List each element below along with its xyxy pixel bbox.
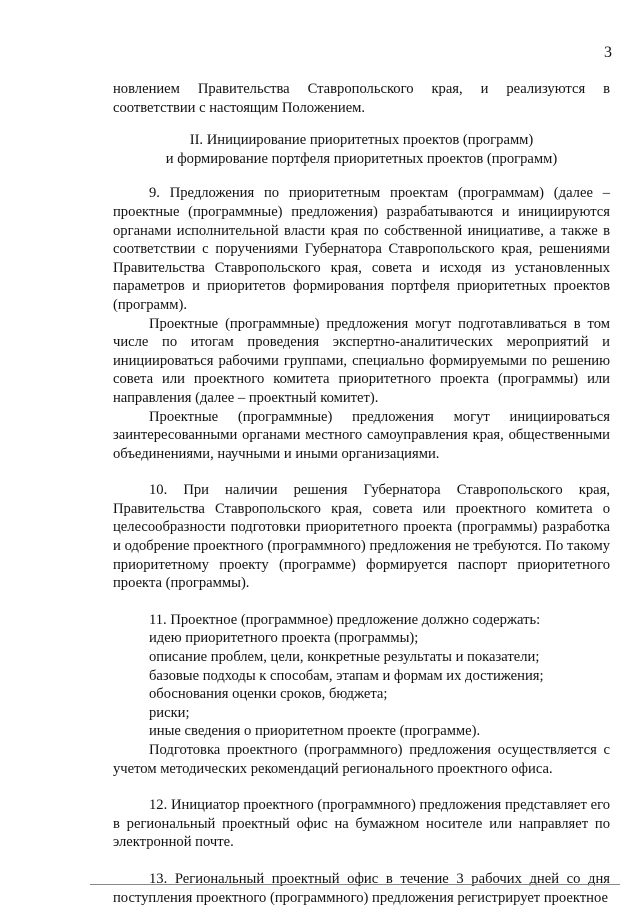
document-body	[113, 80, 610, 907]
section-heading-line2: и формирование портфеля приоритетных проектов (программ)	[165, 150, 558, 167]
section-heading	[113, 131, 610, 168]
intro-continuation: новлением Правительства Ставропольского края, и реализуются в соответствии с настоящим Положением.	[113, 81, 610, 116]
paragraph-11-intro: 11. Проектное (программное) предложение должно содержать:	[149, 611, 541, 628]
paragraph-10: 10. При наличии решения Губернатора Ставропольского края, Правительства Ставропольского края, совета или проектного комитета о целесообразности подготовки приоритетного проекта (программы) разработка и одобрение проектного (программного) предложения не требуются. По такому приоритетному проекту (программе) формируется паспорт приоритетного проекта (программы).	[113, 482, 610, 592]
paragraph-12: 12. Инициатор проектного (программного) предложения представляет его в региональный проектный офис на бумажном носителе или направляет по электронной почте.	[113, 797, 610, 851]
paragraph-9b: Проектные (программные) предложения могут подготавливаться в том числе по итогам проведения экспертно-аналитических мероприятий и инициироваться рабочими группами, специально формируемыми по решению совета или проектного комитета приоритетного проекта (программы) или направления (далее – проектный комитет).	[113, 315, 610, 406]
paragraph-9a: 9. Предложения по приоритетным проектам (программам) (далее – проектные (программные) предложения) разрабатываются и инициируются органами исполнительной власти края по собственной инициативе, а также в соответствии с поручениями Губернатора Ставропольского края, решениями Правительства Ставропольского края, совета и исходя из установленных параметров и приоритетов формирования портфеля приоритетных проектов (программ).	[113, 185, 610, 313]
list-item: идею приоритетного проекта (программы);	[149, 630, 419, 647]
list-item: риски;	[149, 704, 190, 721]
list-item: описание проблем, цели, конкретные результаты и показатели;	[149, 649, 540, 666]
list-item: базовые подходы к способам, этапам и формам их достижения;	[149, 667, 544, 684]
section-heading-line1: II. Инициирование приоритетных проектов (программ)	[189, 132, 534, 149]
paragraph-9c: Проектные (программные) предложения могут инициироваться заинтересованными органами местного самоуправления края, общественными объединениями, научными и иными организациями.	[113, 408, 610, 462]
page-number: 3	[604, 44, 612, 61]
paragraph-13: 13. Региональный проектный офис в течение 3 рабочих дней со дня поступления проектного (программного) предложения регистрирует проектное	[113, 870, 610, 906]
list-item: обоснования оценки сроков, бюджета;	[149, 686, 388, 703]
list-item: иные сведения о приоритетном проекте (программе).	[149, 723, 481, 740]
bottom-rule	[90, 884, 620, 885]
paragraph-11-end: Подготовка проектного (программного) предложения осуществляется с учетом методических рекомендаций регионального проектного офиса.	[113, 742, 610, 777]
